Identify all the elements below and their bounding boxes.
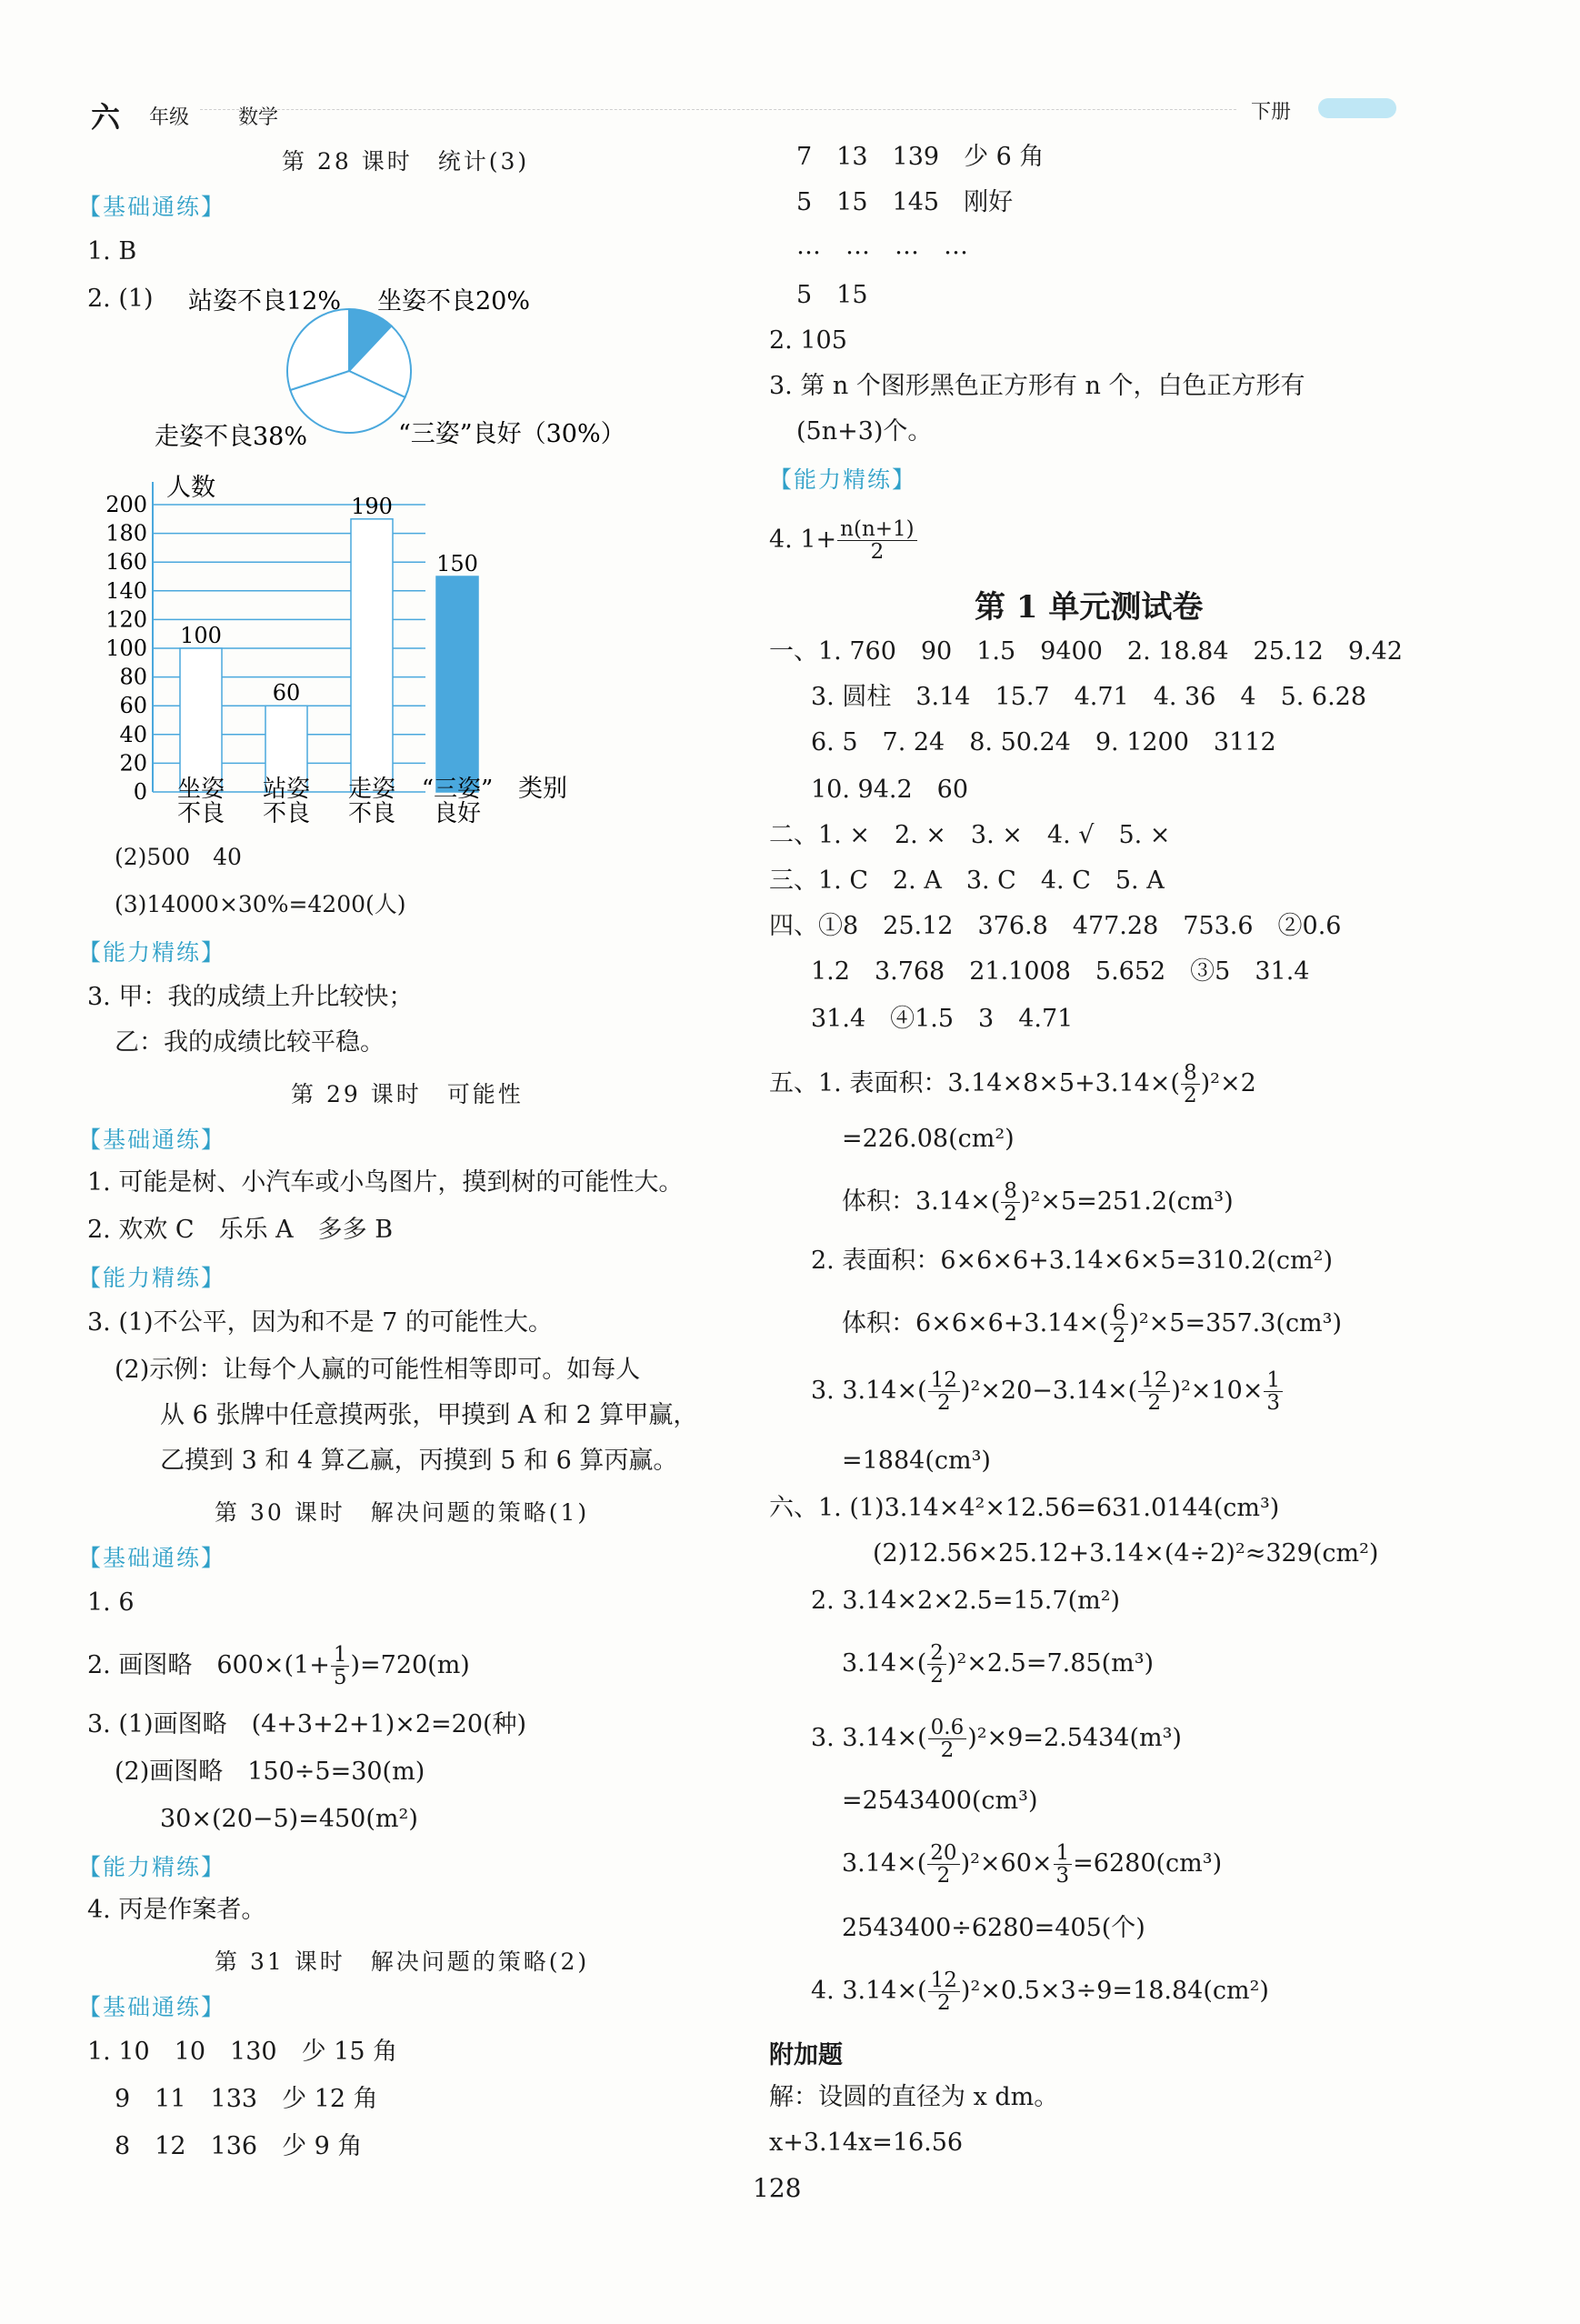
x-category-label: 不良 (262, 800, 311, 827)
t5-3b: =1884(cm³) (842, 1447, 991, 1475)
x-category-label: 站姿 (262, 776, 311, 803)
l31-row: 5 15 145 刚好 (796, 188, 1014, 216)
l31-row: … … … … (796, 232, 968, 260)
t5-1a: 五、1. 表面积：3.14×8×5+3.14×( $\frac{8}{2}$ )²×2 (769, 1061, 1256, 1108)
l30-q4: 4. 丙是作案者。 (87, 1896, 266, 1924)
t5-1c: 体积：3.14×( $\frac{8}{2}$ )²×5=251.2(cm³) (842, 1179, 1234, 1227)
l31-q3b: (5n+3)个。 (796, 417, 933, 446)
pie-label-walking: 走姿不良38% (155, 423, 308, 451)
t6-2b: 3.14×( $\frac{2}{2}$ )²×2.5=7.85(m³) (842, 1641, 1155, 1688)
page-number: 128 (753, 2173, 802, 2203)
fraction: $\frac{6}{2}$ (1110, 1302, 1129, 1347)
section-basic-31: 【基础通练】 (78, 1994, 226, 2020)
l29-q3-1: 3. (1)不公平，因为和不是 7 的可能性大。 (87, 1308, 553, 1337)
fraction: $\frac{1}{3}$ (1054, 1842, 1073, 1887)
t6-3d: 2543400÷6280=405(个) (842, 1914, 1145, 1942)
l31-q2: 2. 105 (769, 326, 847, 355)
y-tick-label: 0 (133, 779, 147, 805)
l30-q3-3: 30×(20−5)=450(m²) (160, 1805, 418, 1833)
y-tick-label: 140 (105, 577, 147, 604)
fraction: $\frac{8}{2}$ (1001, 1180, 1020, 1225)
y-tick-label: 60 (119, 693, 147, 719)
pie-slices (287, 309, 411, 433)
bar-chart (100, 464, 609, 836)
lesson-28-title: 第 28 课时 统计(3) (282, 148, 530, 175)
l31-row: 7 13 139 少 6 角 (796, 143, 1045, 171)
y-tick-label: 20 (119, 750, 147, 776)
bar (351, 519, 393, 792)
section-ability-28: 【能力精练】 (78, 939, 226, 966)
l28-q2-label: 2. (1) (87, 285, 154, 313)
fraction: $\frac{1}{3}$ (1264, 1369, 1283, 1414)
x-category-label: “三姿” (421, 776, 494, 803)
t5-2b: 体积：6×6×6+3.14×( $\frac{6}{2}$ )²×5=357.3(cm³) (842, 1301, 1343, 1348)
l30-q3-2: (2)画图略 150÷5=30(m) (115, 1758, 425, 1786)
t4-line: 四、①8 25.12 376.8 477.28 753.6 ②0.6 (769, 912, 1342, 940)
l28-q3-b: 乙：我的成绩比较平稳。 (115, 1028, 385, 1057)
l31-row: 9 11 133 少 12 角 (115, 2085, 378, 2113)
l28-q3-a: 3. 甲：我的成绩上升比较快； (87, 983, 414, 1011)
l29-q3-2c: 乙摸到 3 和 4 算乙赢，丙摸到 5 和 6 算丙赢。 (160, 1447, 678, 1475)
l30-q1: 1. 6 (87, 1588, 135, 1617)
fraction: $\frac{20}{2}$ (927, 1842, 959, 1887)
t1-line: 10. 94.2 60 (811, 776, 968, 804)
grade-word: 年级 (149, 106, 190, 129)
l29-q3-2a: (2)示例：让每个人赢的可能性相等即可。如每人 (115, 1356, 641, 1384)
y-tick-label: 100 (105, 636, 147, 661)
bar-value-label: 100 (180, 623, 222, 648)
y-axis-title: 人数 (166, 474, 215, 502)
x-category-label: 坐姿 (176, 776, 225, 803)
l29-q1: 1. 可能是树、小汽车或小鸟图片，摸到树的可能性大。 (87, 1168, 684, 1197)
t5-2a: 2. 表面积：6×6×6+3.14×6×5=310.2(cm²) (811, 1247, 1334, 1275)
fraction: $\frac{12}{2}$ (928, 1969, 960, 2014)
pie-label-good: “三姿”良好（30%） (398, 420, 625, 448)
test-title: 第 1 单元测试卷 (975, 589, 1204, 626)
brand-badge (1318, 98, 1396, 118)
l31-row: 1. 10 10 130 少 15 角 (87, 2038, 398, 2066)
bar-ticks (105, 492, 147, 805)
y-tick-label: 180 (105, 520, 147, 546)
t5-1b: =226.08(cm²) (842, 1125, 1015, 1153)
t6-3b: =2543400(cm³) (842, 1787, 1038, 1815)
t2-line: 二、1. × 2. × 3. × 4. √ 5. × (769, 821, 1171, 849)
x-category-label: 良好 (433, 800, 482, 827)
l30-q2: 2. 画图略 600×(1+ $\frac{1}{5}$ )=720(m) (87, 1643, 470, 1690)
bonus-line: x+3.14x=16.56 (769, 2129, 964, 2157)
y-tick-label: 80 (119, 664, 147, 690)
t6-3a: 3. 3.14×( $\frac{0.6}{2}$ )²×9=2.5434(m³) (811, 1716, 1182, 1763)
lesson-29-title: 第 29 课时 可能性 (291, 1081, 524, 1107)
bar (180, 648, 222, 792)
bar-value-label: 190 (351, 493, 393, 519)
grade-char: 六 (91, 100, 121, 135)
t6-1b: (2)12.56×25.12+3.14×(4÷2)²≈329(cm²) (873, 1539, 1379, 1568)
bonus-line: 解：设圆的直径为 x dm。 (769, 2083, 1059, 2111)
t6-4: 4. 3.14×( $\frac{12}{2}$ )²×0.5×3÷9=18.84(cm²) (811, 1968, 1269, 2016)
l31-row: 8 12 136 少 9 角 (115, 2132, 363, 2160)
t4-line: 31.4 ④1.5 3 4.71 (811, 1005, 1074, 1033)
page-header (91, 95, 1400, 135)
l29-q2: 2. 欢欢 C 乐乐 A 多多 B (87, 1216, 394, 1244)
x-category-label: 不良 (176, 800, 225, 827)
x-category-label: 不良 (347, 800, 396, 827)
section-ability-30: 【能力精练】 (78, 1854, 226, 1880)
pie-label-sitting: 坐姿不良20% (377, 287, 531, 316)
section-ability-29: 【能力精练】 (78, 1265, 226, 1291)
section-basic-30: 【基础通练】 (78, 1545, 226, 1571)
pie-chart (136, 273, 682, 464)
t5-3a: 3. 3.14×( $\frac{12}{2}$ )²×20−3.14×( $\frac{12}{2}$ )²×10× $\frac{1}{3}$ (811, 1369, 1284, 1414)
t4-line: 1.2 3.768 21.1008 5.652 ③5 31.4 (811, 957, 1310, 986)
t1-line: 3. 圆柱 3.14 15.7 4.71 4. 36 4 5. 6.28 (811, 683, 1367, 711)
y-tick-label: 40 (119, 721, 147, 747)
y-tick-label: 120 (105, 606, 147, 633)
fraction: $\frac{0.6}{2}$ (928, 1717, 967, 1761)
section-basic-28: 【基础通练】 (78, 194, 226, 220)
t6-3c: 3.14×( $\frac{20}{2}$ )²×60× $\frac{1}{3}$ =6280(cm³) (842, 1841, 1223, 1888)
x-axis-title: 类别 (518, 775, 567, 803)
l28-q1: 1. B (87, 237, 137, 265)
fraction: $\frac{1}{5}$ (331, 1644, 350, 1688)
section-basic-29: 【基础通练】 (78, 1127, 226, 1153)
fraction: $\frac{8}{2}$ (1181, 1062, 1200, 1107)
t6-2a: 2. 3.14×2×2.5=15.7(m²) (811, 1587, 1121, 1615)
x-category-label: 走姿 (347, 776, 396, 803)
t3-line: 三、1. C 2. A 3. C 4. C 5. A (769, 866, 1165, 895)
bar-categories (177, 776, 493, 827)
bonus-title: 附加题 (769, 2041, 843, 2069)
l28-q2-3: (3)14000×30%=4200(人) (115, 891, 406, 917)
l31-q3a: 3. 第 n 个图形黑色正方形有 n 个，白色正方形有 (769, 372, 1305, 400)
fraction: $\frac{2}{2}$ (927, 1642, 946, 1687)
y-tick-label: 160 (105, 549, 147, 576)
t1-line: 6. 5 7. 24 8. 50.24 9. 1200 3112 (811, 728, 1276, 756)
lesson-31-title: 第 31 课时 解决问题的策略(2) (215, 1948, 590, 1975)
header-divider (200, 109, 1236, 110)
pie-label-standing: 站姿不良12% (188, 287, 342, 316)
bar-value-label: 150 (436, 551, 478, 576)
fraction: $\frac{12}{2}$ (1138, 1369, 1170, 1414)
t1-line: 一、1. 760 90 1.5 9400 2. 18.84 25.12 9.42 (769, 637, 1403, 666)
volume-label: 下册 (1251, 101, 1292, 124)
l28-q2-2: (2)500 40 (115, 844, 242, 870)
section-ability-31: 【能力精练】 (769, 466, 917, 493)
l31-q4: 4. 1+ $\frac{n(n+1)}{2}$ (769, 518, 918, 563)
bar-marks (180, 494, 478, 792)
lesson-30-title: 第 30 课时 解决问题的策略(1) (215, 1499, 590, 1526)
subject-label: 数学 (238, 106, 279, 129)
fraction: $\frac{n(n+1)}{2}$ (837, 518, 916, 563)
l30-q3-1: 3. (1)画图略 (4+3+2+1)×2=20(种) (87, 1710, 527, 1738)
fraction: $\frac{12}{2}$ (928, 1369, 960, 1414)
y-tick-label: 200 (105, 492, 147, 517)
l31-row: 5 15 (796, 281, 868, 309)
bar-value-label: 60 (272, 680, 301, 706)
bar (436, 576, 478, 792)
l29-q3-2b: 从 6 张牌中任意摸两张，甲摸到 A 和 2 算甲赢， (160, 1401, 698, 1429)
t6-1a: 六、1. (1)3.14×4²×12.56=631.0144(cm³) (769, 1494, 1280, 1522)
